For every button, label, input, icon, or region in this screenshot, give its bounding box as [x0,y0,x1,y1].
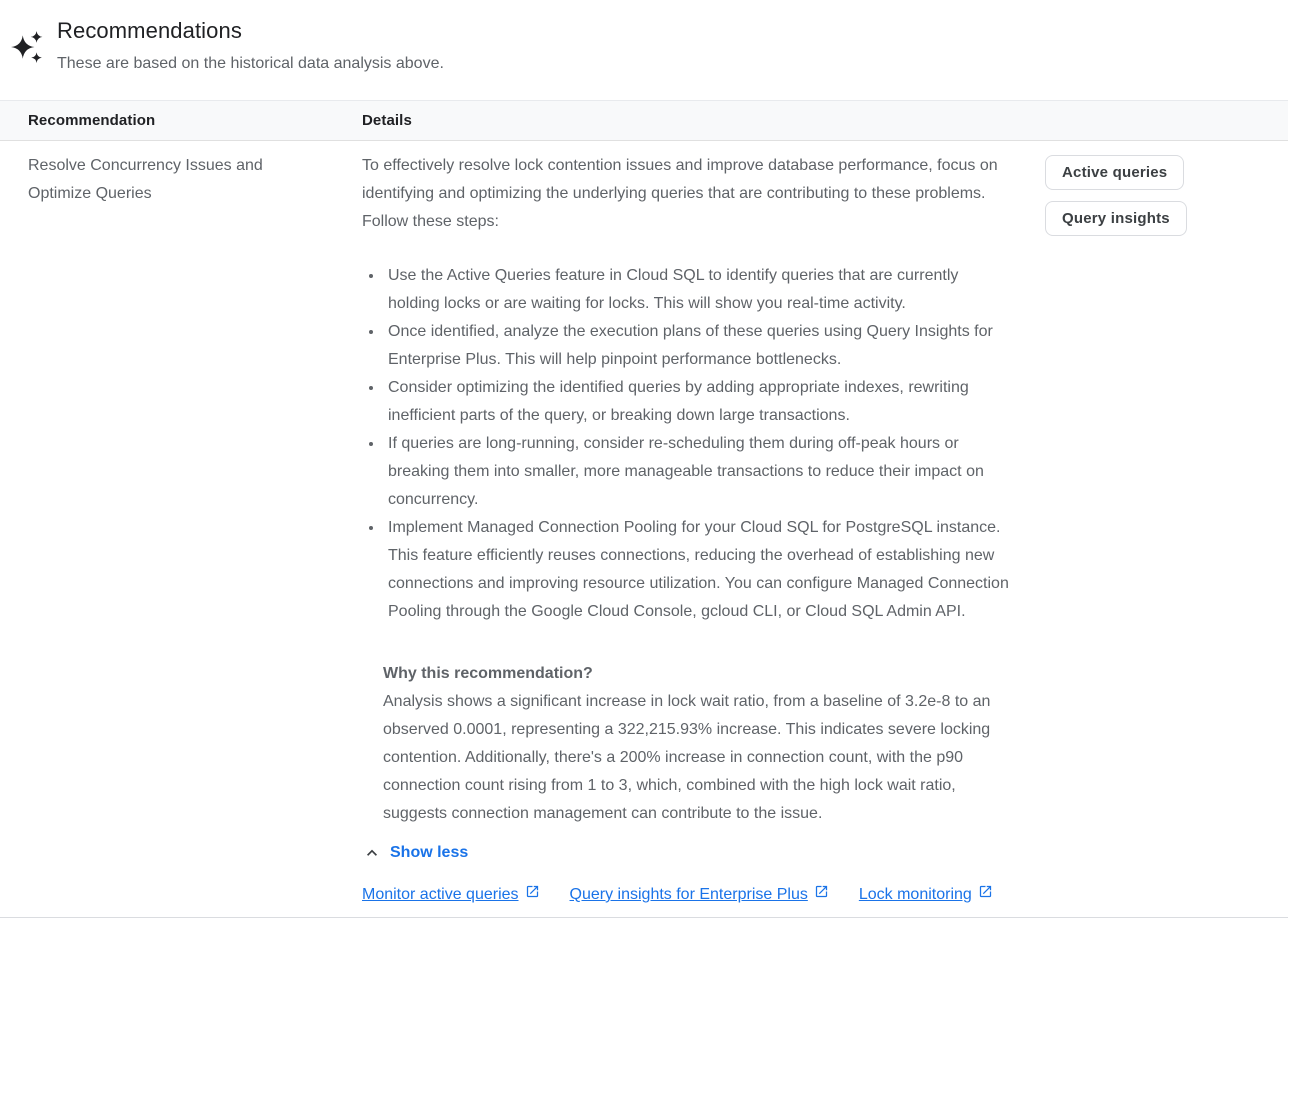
step-item: • Once identified, analyze the execution plans of these queries using Query Insights for Enterprise Plus. This will help pinpoint performance bottlenecks. [384,318,1010,374]
link-label: Monitor active queries [362,886,519,903]
column-header-recommendation: Recommendation [28,112,156,129]
open-in-new-icon [525,881,540,909]
why-section [383,660,1010,828]
recommendation-title: Resolve Concurrency Issues and Optimize Queries [28,157,263,202]
steps-list [362,262,1010,626]
step-item: • If queries are long-running, consider re-scheduling them during off-peak hours or breaking them into smaller, more manageable transactions to reduce their impact on concurrency. [384,430,1010,514]
column-header-details: Details [362,112,412,129]
why-heading: Why this recommendation? [383,665,593,682]
page-title: Recommendations [57,18,242,43]
page-subtitle: These are based on the historical data analysis above. [57,55,444,72]
action-chips [1010,150,1288,236]
recommendation-details [362,150,1010,909]
panel-header [0,0,1295,75]
show-less-button[interactable] [362,843,468,863]
chevron-up-icon [362,843,382,863]
step-item: • Implement Managed Connection Pooling for your Cloud SQL for PostgreSQL instance. This feature efficiently reuses connections, reducing the overhead of establishing new connections and improving resource utilization. You can configure Managed Connection Pooling through the Google Cloud Console, gcloud CLI, or Cloud SQL Admin API. [384,514,1010,626]
sparkle-icon [10,28,44,66]
table-header-row [0,100,1288,141]
link-label: Lock monitoring [858,886,972,903]
step-item: • Use the Active Queries feature in Cloud SQL to identify queries that are currently holding locks or are waiting for locks. This will show you real-time activity. [384,262,1010,318]
doc-links [362,881,1010,909]
header-text [57,17,444,75]
why-text: Analysis shows a significant increase in lock wait ratio, from a baseline of 3.2e-8 to an observed 0.0001, representing a 322,215.93% increase. This indicates severe locking contention. Additionally, there's a 200% increase in connection count, with the p90 connection count rising from 1 to 3, which, combined with the high lock wait ratio, suggests connection management can contribute to the issue. [383,693,991,822]
show-less-label: Show less [390,844,469,861]
link-monitor-active-queries[interactable] [362,881,540,909]
table-row [0,141,1288,918]
details-intro: To effectively resolve lock contention issues and improve database performance, focus on identifying and optimizing the underlying queries that are contributing to these problems. Follow these steps: [362,157,998,230]
step-item: • Consider optimizing the identified queries by adding appropriate indexes, rewriting inefficient parts of the query, or breaking down large transactions. [384,374,1010,430]
open-in-new-icon [978,881,993,909]
link-query-insights-enterprise-plus[interactable] [570,881,829,909]
query-insights-chip[interactable]: Query insights [1045,201,1187,236]
link-label: Query insights for Enterprise Plus [569,886,808,903]
open-in-new-icon [814,881,829,909]
active-queries-chip[interactable]: Active queries [1045,155,1184,190]
link-lock-monitoring[interactable] [859,881,993,909]
recommendations-table [0,100,1288,918]
